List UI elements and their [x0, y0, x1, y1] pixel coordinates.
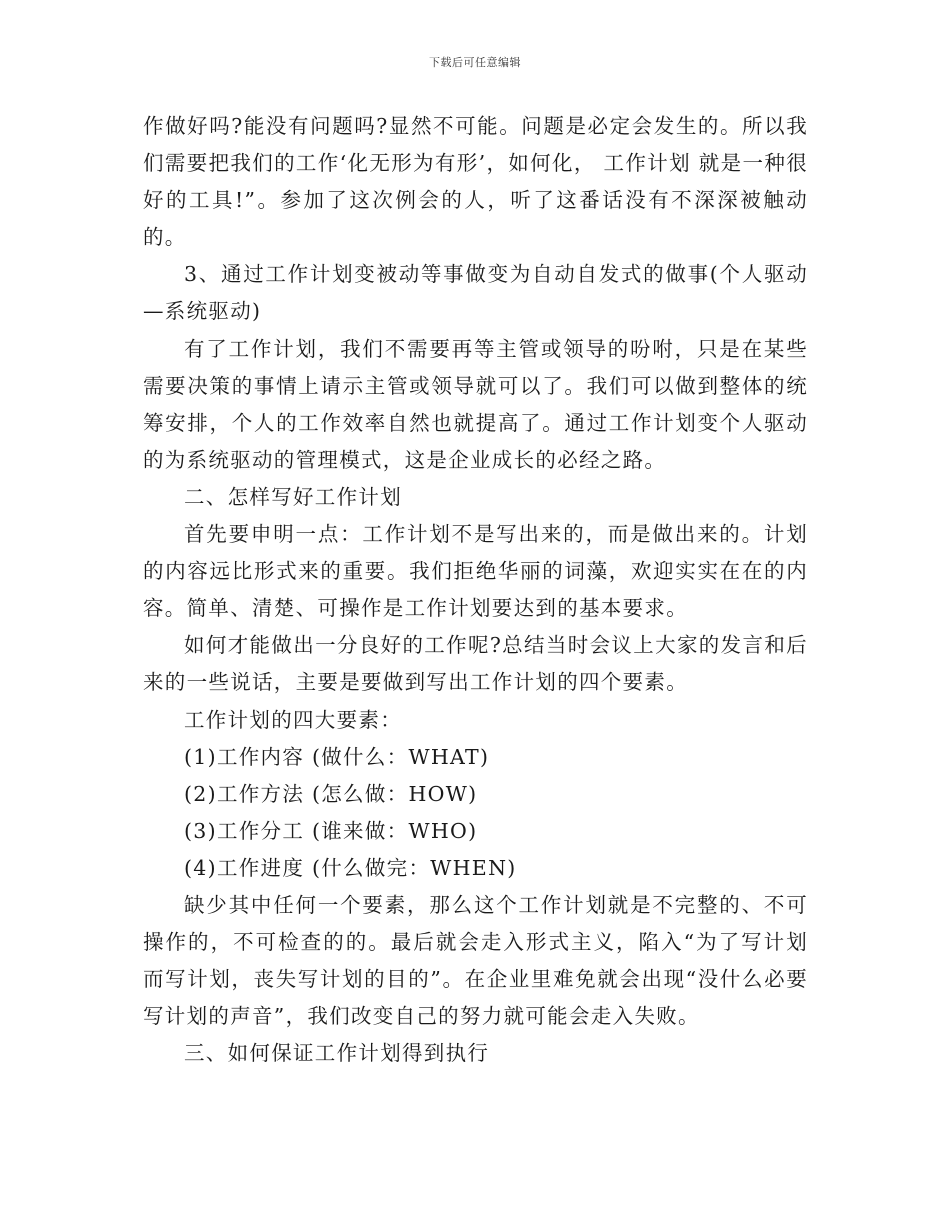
paragraph-how-to-plan: 如何才能做出一分良好的工作呢?总结当时会议上大家的发言和后来的一些说话，主要是要做到写出工作计划的四个要素。 — [143, 633, 808, 695]
page-header: 下载后可任意编辑 — [429, 56, 521, 69]
document-body — [143, 108, 808, 1072]
paragraph-missing-element: 缺少其中任何一个要素，那么这个工作计划就是不完整的、不可操作的，不可检查的的。最后就会走入形式主义，陷入“为了写计划而写计划，丧失写计划的目的”。在企业里难免就会出现“没什么必要写计划的声音”，我们改变自己的努力就可能会走入失败。 — [143, 892, 808, 1029]
section-heading-2: 二、怎样写好工作计划 — [184, 484, 402, 509]
paragraph-work-plan-benefit: 有了工作计划，我们不需要再等主管或领导的吩咐，只是在某些需要决策的事情上请示主管或领导就可以了。我们可以做到整体的统筹安排，个人的工作效率自然也就提高了。通过工作计划变个人驱动的为系统驱动的管理模式，这是企业成长的必经之路。 — [143, 336, 808, 472]
list-heading-four-elements: 工作计划的四大要素： — [184, 707, 402, 732]
list-item-how: (2)工作方法 (怎么做：HOW) — [184, 781, 478, 806]
list-item-what: (1)工作内容 (做什么：WHAT) — [184, 744, 490, 769]
paragraph-continuation: 作做好吗?能没有问题吗?显然不可能。问题是必定会发生的。所以我们需要把我们的工作‘化无形为有形’，如何化， 工作计划 就是一种很好的工具!”。参加了这次例会的人，听了这番话没有不深深被触动的。 — [143, 114, 808, 250]
paragraph-plan-principle: 首先要申明一点：工作计划不是写出来的，而是做出来的。计划的内容远比形式来的重要。我们拒绝华丽的词藻，欢迎实实在在的内容。简单、清楚、可操作是工作计划要达到的基本要求。 — [143, 522, 808, 621]
subsection-heading-3: 3、通过工作计划变被动等事做变为自动自发式的做事(个人驱动—系统驱动) — [143, 262, 808, 324]
list-item-who: (3)工作分工 (谁来做：WHO) — [184, 818, 478, 843]
section-heading-3: 三、如何保证工作计划得到执行 — [184, 1041, 490, 1066]
list-item-when: (4)工作进度 (什么做完：WHEN) — [184, 855, 517, 880]
